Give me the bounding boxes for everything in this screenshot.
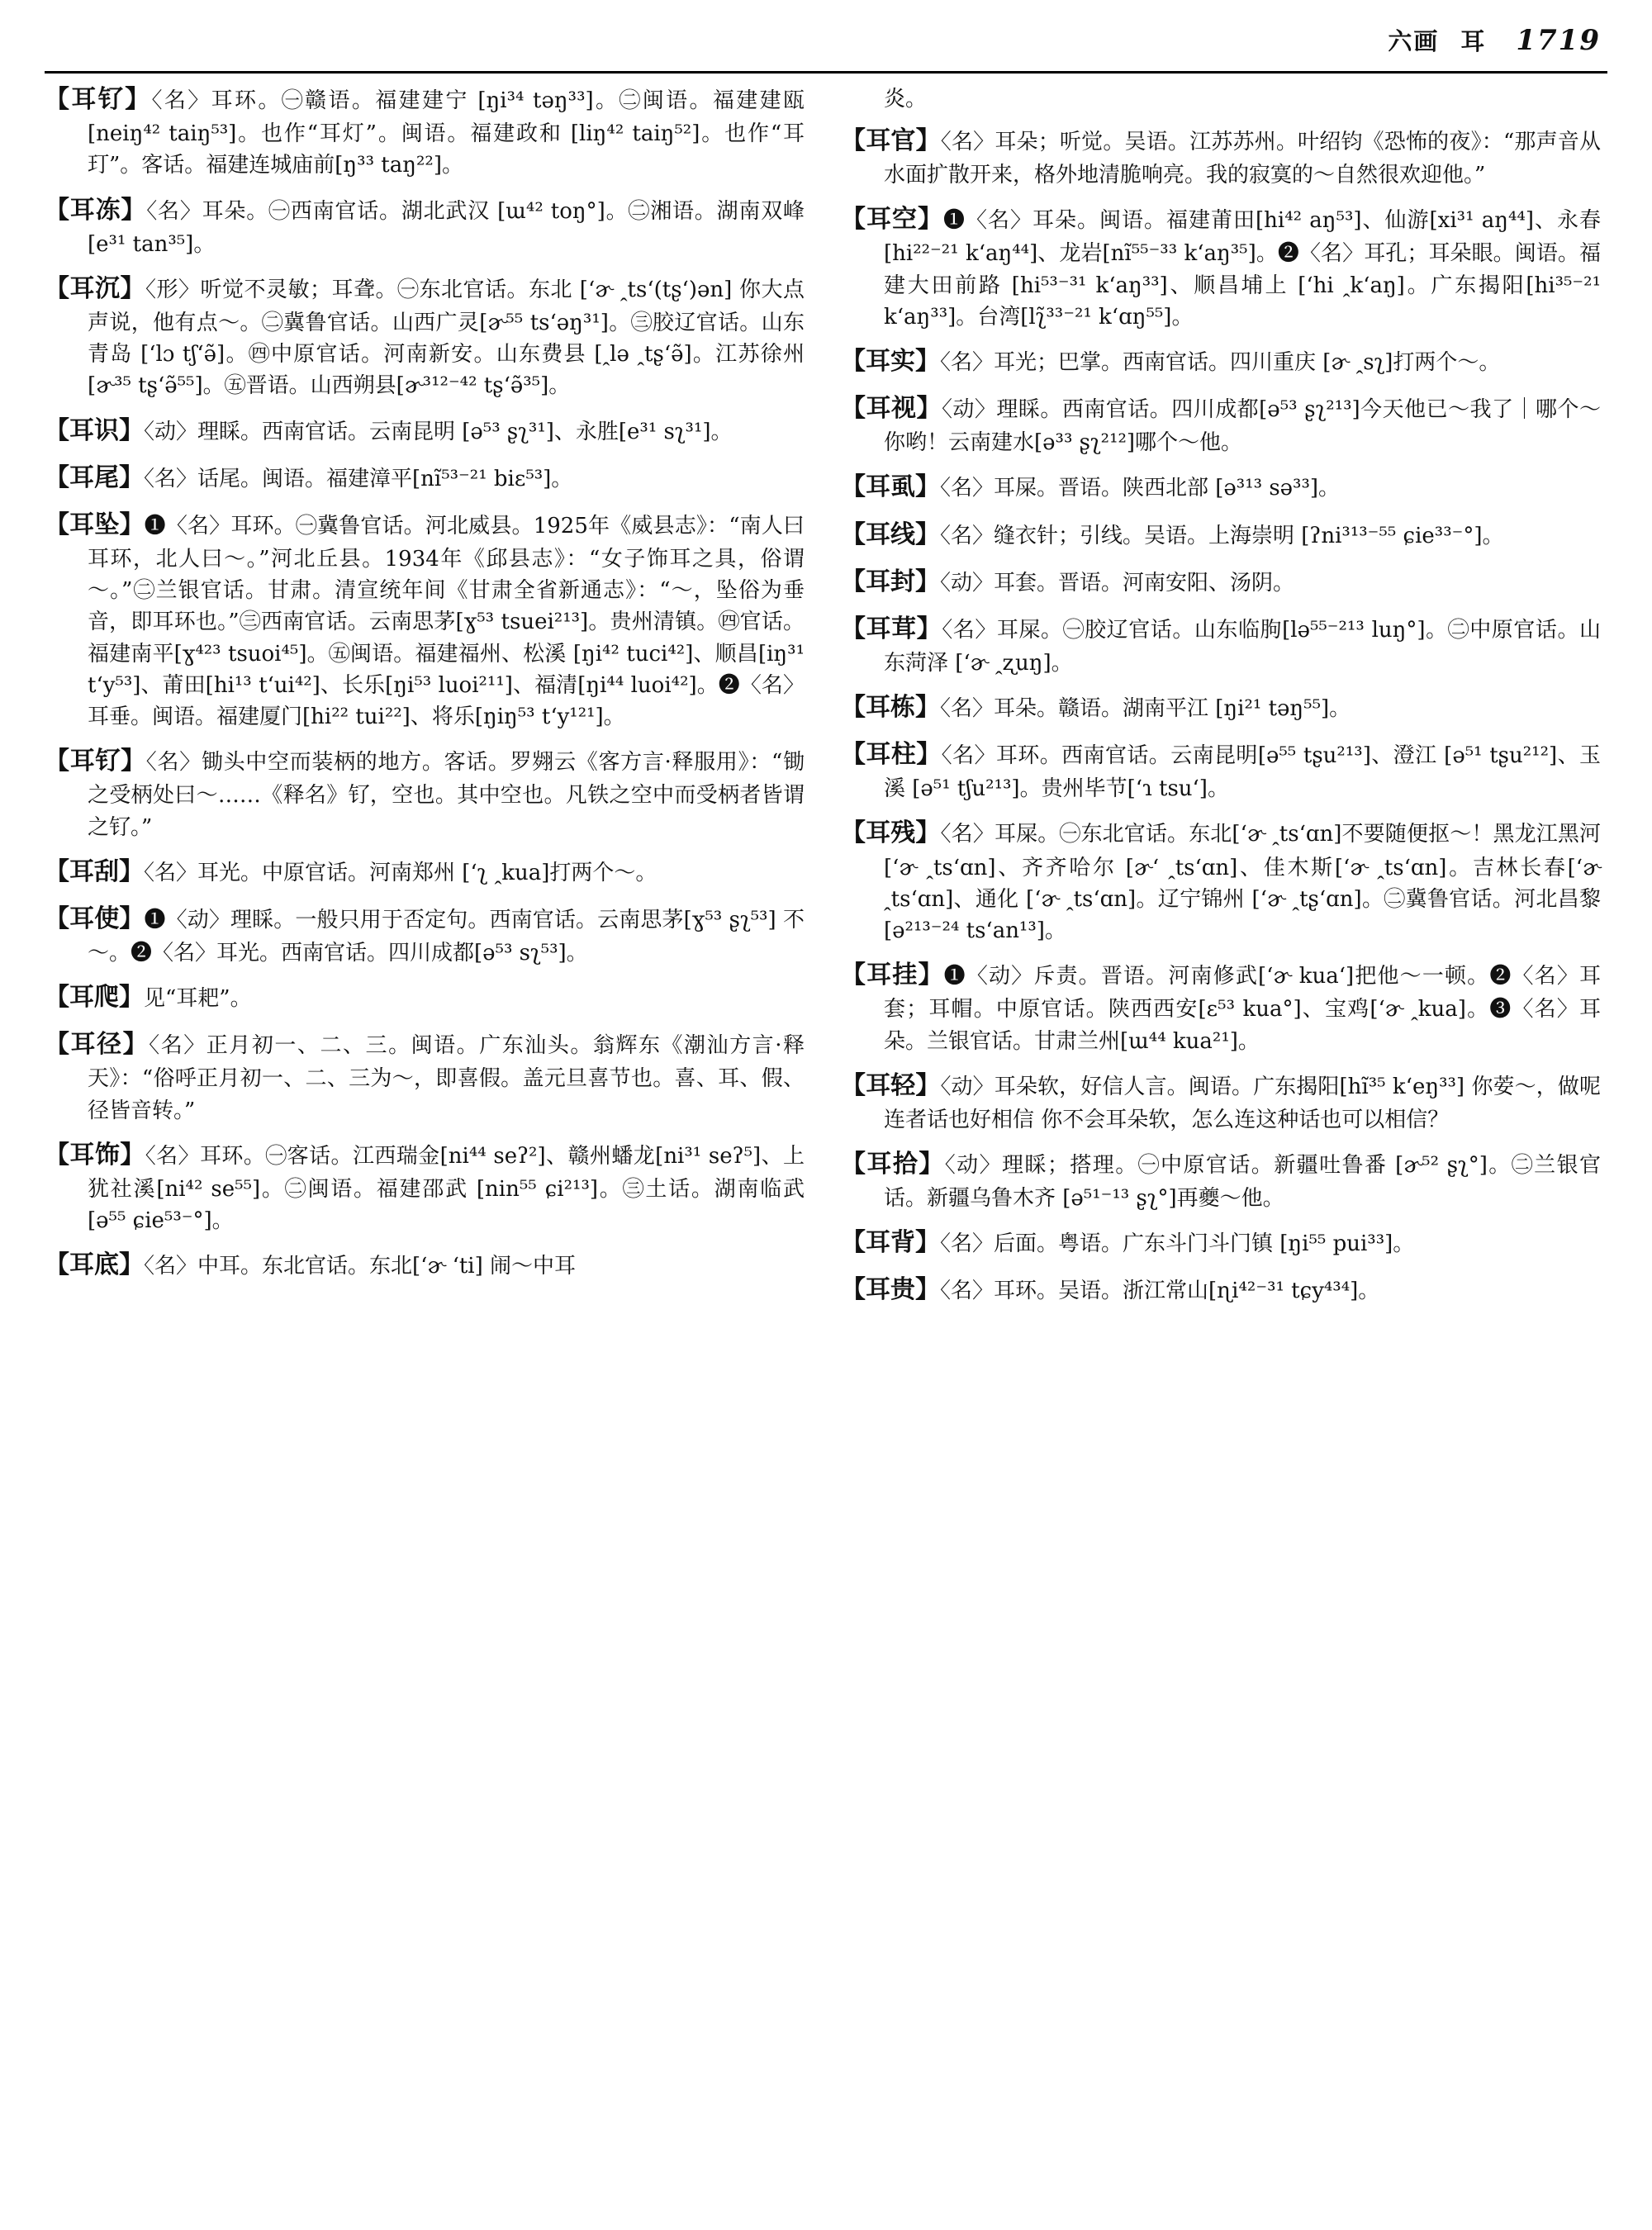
entry-text: 〈动〉耳套。晋语。河南安阳、汤阴。 bbox=[940, 570, 1295, 595]
entry-text: 〈名〉耳朵。赣语。湖南平江 [ŋi²¹ təŋ⁵⁵]。 bbox=[940, 696, 1351, 722]
entry-headword: 【耳空】 bbox=[841, 205, 943, 235]
dictionary-entry bbox=[45, 743, 805, 843]
dictionary-entry bbox=[45, 271, 805, 402]
entry-headword: 【耳使】 bbox=[45, 904, 145, 933]
entry-headword: 【耳官】 bbox=[841, 126, 941, 155]
entry-text: 〈名〉耳环。㊀客话。江西瑞金[ni⁴⁴ seʔ²]、赣州蟠龙[ni³¹ seʔ⁵]、上犹社溪[ni⁴² se⁵⁵]。㊁闽语。福建邵武 [nin⁵⁵ ɕi²¹³]。㊂土话。湖南临武 [ə⁵⁵ ɕie⁵³⁻°]。 bbox=[88, 1143, 805, 1234]
entry-headword: 【耳实】 bbox=[841, 347, 940, 377]
entry-headword: 【耳贵】 bbox=[841, 1275, 940, 1305]
entry-headword: 【耳沉】 bbox=[45, 273, 146, 303]
entry-headword: 【耳冻】 bbox=[45, 195, 147, 225]
entry-headword: 【耳钌】 bbox=[45, 747, 146, 776]
dictionary-entry bbox=[841, 1225, 1601, 1261]
entry-text: 〈名〉耳环。吴语。浙江常山[ɳi⁴²⁻³¹ tɕy⁴³⁴]。 bbox=[940, 1279, 1380, 1304]
entry-text: 〈动〉耳朵软，好信人言。闽语。广东揭阳[hĩ³⁵ kʻeŋ³³] 你荌～，做呢连者话也好相信 你不会耳朵软，怎么连这种话也可以相信？ bbox=[884, 1074, 1601, 1132]
dictionary-entry bbox=[45, 192, 805, 260]
header-char: 耳 bbox=[1460, 27, 1487, 55]
entry-headword: 【耳坠】 bbox=[45, 510, 145, 539]
entry-text: 〈名〉耳光；巴掌。西南官话。四川重庆 [ɚ ꞈsʅ]打两个～。 bbox=[940, 350, 1501, 376]
page-number: 1719 bbox=[1516, 24, 1601, 57]
dictionary-entry bbox=[841, 564, 1601, 600]
dictionary-entry bbox=[841, 815, 1601, 947]
entry-headword: 【耳挂】 bbox=[841, 961, 944, 990]
dictionary-entry bbox=[841, 469, 1601, 505]
dictionary-entry bbox=[841, 1068, 1601, 1136]
entry-text: 〈名〉耳光。中原官话。河南郑州 [ʻʅ ꞈkua]打两个～。 bbox=[144, 860, 657, 885]
entry-headword: 【耳径】 bbox=[45, 1030, 150, 1060]
entry-text: ❶〈名〉耳朵。闽语。福建莆田[hi⁴² aŋ⁵³]、仙游[xi³¹ aŋ⁴⁴]、永春[hi²²⁻²¹ kʻaŋ⁴⁴]、龙岩[nĩ⁵⁵⁻³³ kʻaŋ³⁵]。❷〈名〉耳孔；耳朵眼。闽语。福建大田前路 [hi⁵³⁻³¹ kʻaŋ³³]、顺昌埔上 [ʻhi ꞈkʻaŋ]。广东揭阳[hi³⁵⁻²¹ kʻaŋ³³]。台湾[lʅ̃³³⁻²¹ kʻɑŋ⁵⁵]。 bbox=[884, 208, 1601, 330]
entry-text: 〈名〉耳环。西南官话。云南昆明[ə⁵⁵ tʂu²¹³]、澄江 [ə⁵¹ tʂu²¹²]、玉溪 [ə⁵¹ tʃu²¹³]。贵州毕节[ʻɿ tsuʻ]。 bbox=[884, 743, 1601, 802]
entry-headword: 【耳饰】 bbox=[45, 1140, 145, 1170]
entry-headword: 【耳柱】 bbox=[841, 740, 942, 770]
dictionary-entry bbox=[841, 123, 1601, 191]
dictionary-entry bbox=[45, 854, 805, 890]
dictionary-entry bbox=[45, 901, 805, 969]
entry-text: 〈名〉锄头中空而装柄的地方。客话。罗翙云《客方言·释服用》：“锄之受柄处曰～……《释名》钌，空也。其中空也。凡铁之空中而受柄者皆谓之钌。” bbox=[88, 750, 805, 840]
header-inner bbox=[1388, 23, 1601, 57]
entry-headword: 【耳爬】 bbox=[45, 983, 144, 1013]
dictionary-entry bbox=[45, 1027, 805, 1127]
entry-text: 〈名〉耳屎。㊀东北官话。东北[ʻɚ ꞈtsʻɑn]不要随便抠～！黑龙江黑河 [ʻɚ ꞈtsʻɑn]、齐齐哈尔 [ɚʻ ꞈtsʻɑn]、佳木斯[ʻɚ ꞈtsʻɑn]。吉林长春[ʻɚ ꞈtsʻɑn]、通化 [ʻɚ ꞈtsʻɑn]。辽宁锦州 [ʻɚ ꞈtʂʻɑn]。㊁冀鲁官话。河北昌黎[ə²¹³⁻²⁴ tsʻan¹³]。 bbox=[884, 822, 1601, 943]
entry-text: 〈名〉耳环。㊀赣语。福建建宁 [ŋi³⁴ təŋ³³]。㊁闽语。福建建瓯[neiŋ⁴² taiŋ⁵³]。也作“耳灯”。闽语。福建政和 [liŋ⁴² taiŋ⁵²]。也作“耳玎”。客话。福建连城庙前[ŋ³³ taŋ²²]。 bbox=[88, 88, 805, 178]
entry-headword: 【耳刮】 bbox=[45, 856, 144, 886]
entry-headword: 【耳虱】 bbox=[841, 472, 940, 502]
entry-text: 〈动〉理睬；搭理。㊀中原官话。新疆吐鲁番 [ɚ⁵² ʂʅ°]。㊁兰银官话。新疆乌鲁木齐 [ə⁵¹⁻¹³ ʂʅ°]再夔～他。 bbox=[884, 1153, 1601, 1212]
right-column bbox=[841, 82, 1601, 2196]
entry-headword: 【耳封】 bbox=[841, 567, 940, 596]
entry-headword: 【耳线】 bbox=[841, 520, 940, 549]
entry-text: ❶〈动〉理睬。一般只用于否定句。西南官话。云南思茅[ɣ⁵³ ʂʅ⁵³] 不～。❷〈名〉耳光。西南官话。四川成都[ə⁵³ sʅ⁵³]。 bbox=[88, 907, 805, 966]
dictionary-entry bbox=[841, 391, 1601, 458]
entry-headword: 【耳底】 bbox=[45, 1250, 144, 1280]
header-section: 六画 bbox=[1388, 27, 1440, 55]
entry-text: 〈名〉耳屎。晋语。陕西北部 [ə³¹³ sə³³]。 bbox=[940, 476, 1341, 501]
entry-text: 〈名〉缝衣针；引线。吴语。上海崇明 [ʔni³¹³⁻⁵⁵ ɕie³³⁻°]。 bbox=[940, 523, 1504, 548]
dictionary-entry bbox=[45, 1137, 805, 1237]
entry-headword: 【耳残】 bbox=[841, 818, 941, 848]
entry-headword: 【耳拾】 bbox=[841, 1150, 945, 1179]
entry-text: 〈名〉话尾。闽语。福建漳平[nĩ⁵³⁻²¹ biɛ⁵³]。 bbox=[144, 466, 573, 491]
entry-headword: 【耳视】 bbox=[841, 394, 942, 424]
dictionary-entry bbox=[45, 82, 805, 182]
dictionary-entry bbox=[45, 507, 805, 733]
dictionary-entry bbox=[841, 202, 1601, 333]
entry-text: 〈名〉耳屎。㊀胶辽官话。山东临朐[lə⁵⁵⁻²¹³ luŋ°]。㊁中原官话。山东菏泽 [ʻɚ ꞈʐuŋ]。 bbox=[884, 617, 1602, 676]
dictionary-entry bbox=[841, 1272, 1601, 1308]
page-header bbox=[45, 23, 1607, 69]
entry-continuation: 炎。 bbox=[884, 87, 928, 112]
entry-headword: 【耳钌】 bbox=[45, 85, 152, 114]
dictionary-entry bbox=[841, 737, 1601, 804]
entry-text: ❶〈名〉耳环。㊀冀鲁官话。河北威县。1925年《威县志》：“南人曰耳环，北人曰～。”河北丘县。1934年《邱县志》：“女子饰耳之具，俗谓～。”㊁兰银官话。甘肃。清宣统年间《甘肃全省新通志》：“～，坠俗为垂音，即耳环也。”㊂西南官话。云南思茅[ɣ⁵³ tsuei²¹³]。贵州清镇。㊃官话。福建南平[ɣ⁴²³ tsuoi⁴⁵]。㊄闽语。福建福州、松溪 [ŋi⁴² tuci⁴²]、顺昌[iŋ³¹ tʻy⁵³]、莆田[hi¹³ tʻui⁴²]、长乐[ŋi⁵³ luoi²¹¹]、福清[ŋi⁴⁴ luoi⁴²]。❷〈名〉耳垂。闽语。福建厦门[hi²² tui²²]、将乐[ŋiŋ⁵³ tʻy¹²¹]。 bbox=[88, 513, 805, 729]
entry-text: 见“耳耙”。 bbox=[144, 986, 252, 1012]
entry-headword: 【耳轻】 bbox=[841, 1070, 941, 1100]
header-rule bbox=[45, 71, 1607, 74]
entry-text: 〈名〉耳朵；听觉。吴语。江苏苏州。叶绍钧《恐怖的夜》：“那声音从水面扩散开来，格外地清脆响亮。我的寂寞的～自然很欢迎他。” bbox=[884, 130, 1602, 188]
dictionary-entry bbox=[45, 413, 805, 449]
entry-text: 〈动〉理睬。西南官话。四川成都[ə⁵³ ʂʅ²¹³]今天他已～我了｜哪个～你哟！云南建水[ə³³ ʂʅ²¹²]哪个～他。 bbox=[884, 397, 1602, 456]
dictionary-entry bbox=[841, 611, 1601, 679]
entry-text: 〈动〉理睬。西南官话。云南昆明 [ə⁵³ ʂʅ³¹]、永胜[e³¹ sʅ³¹]。 bbox=[144, 419, 733, 444]
entry-text: ❶〈动〉斥责。晋语。河南修武[ʻɚ kuaʻ]把他～一顿。❷〈名〉耳套；耳帽。中原官话。陕西西安[ɛ⁵³ kua°]、宝鸡[ʻɚ ꞈkua]。❸〈名〉耳朵。兰银官话。甘肃兰州[ɯ⁴⁴ kua²¹]。 bbox=[884, 964, 1601, 1054]
dictionary-entry bbox=[841, 517, 1601, 553]
entry-headword: 【耳尾】 bbox=[45, 463, 144, 492]
entry-headword: 【耳茸】 bbox=[841, 614, 942, 643]
entry-text: 〈形〉听觉不灵敏；耳聋。㊀东北官话。东北 [ʻɚ ꞈtsʻ(tʂʻ)ən] 你大点声说，他有点～。㊁冀鲁官话。山西广灵[ɚ⁵⁵ tsʻəŋ³¹]。㊂胶辽官话。山东青岛 [ʻlɔ tʃʻə̃]。㊃中原官话。河南新安。山东费县 [ꞈlə ꞈtʂʻə̃]。江苏徐州[ɚ³⁵ tʂʻə̃⁵⁵]。㊄晋语。山西朔县[ɚ³¹²⁻⁴² tʂʻə̃³⁵]。 bbox=[88, 277, 805, 399]
dictionary-entry bbox=[45, 460, 805, 496]
dictionary-entry bbox=[45, 980, 805, 1016]
entry-headword: 【耳背】 bbox=[841, 1228, 940, 1258]
page-columns bbox=[45, 82, 1607, 2196]
dictionary-entry bbox=[45, 1247, 805, 1283]
entry-headword: 【耳栋】 bbox=[841, 693, 940, 723]
dictionary-entry bbox=[841, 957, 1601, 1057]
entry-headword: 【耳识】 bbox=[45, 415, 144, 445]
dictionary-entry bbox=[841, 344, 1601, 380]
entry-text: 〈名〉耳朵。㊀西南官话。湖北武汉 [ɯ⁴² toŋ°]。㊁湘语。湖南双峰[e³¹ tan³⁵]。 bbox=[88, 198, 805, 257]
left-column bbox=[45, 82, 805, 2196]
entry-text: 〈名〉正月初一、二、三。闽语。广东汕头。翁辉东《潮汕方言·释天》：“俗呼正月初一、二、三为～，即喜假。盖元旦喜节也。喜、耳、假、径皆音转。” bbox=[88, 1033, 805, 1123]
dictionary-entry bbox=[841, 690, 1601, 726]
entry-text: 〈名〉后面。粤语。广东斗门斗门镇 [ŋi⁵⁵ pui³³]。 bbox=[940, 1231, 1415, 1257]
entry-text: 〈名〉中耳。东北官话。东北[ʻɚ ʻti] 闹～中耳 bbox=[144, 1254, 577, 1279]
dictionary-entry bbox=[841, 1146, 1601, 1214]
